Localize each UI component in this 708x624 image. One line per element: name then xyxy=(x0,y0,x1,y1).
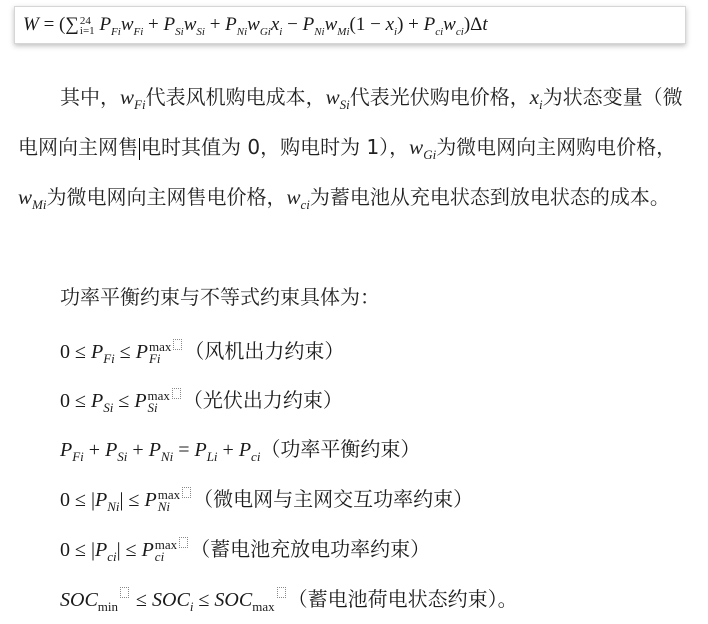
placeholder-box xyxy=(172,388,181,399)
placeholder-box xyxy=(277,587,286,598)
objective-formula: W = (∑ 24 i=1 $P_{Fi}w_{Fi} + P_{Si}w_{Si} + P_{Ni}w_{Gi}x_i - P_{Ni}w_{Mi}(1 - x_i) + P_{ci}w_{ci})\Delta t$ xyxy=(14,6,686,44)
constraints-intro: 功率平衡约束与不等式约束具体为： xyxy=(60,285,380,309)
formula-eq: = ( xyxy=(38,14,66,35)
constraint-soc: $SOC_{min} \le SOC_i \le SOC_{max}$ （蓄电池荷电状态约束）。 xyxy=(60,587,518,614)
text-cursor xyxy=(139,138,140,160)
placeholder-box xyxy=(120,587,129,598)
constraint-pv: $0 \le P_{Si} \le P$ max Si （光伏出力约束） xyxy=(60,388,343,416)
placeholder-box xyxy=(182,487,191,498)
definition-paragraph: 其中，$w_{Fi}$代表风机购电成本，$w_{Si}$代表光伏购电价格，$x_i$为状态变量（微电网向主网售 电时其值为 0，购电时为 1），$w_{Gi}$为微电网向主网购电价格，$w_{Mi}$为微电网向主网售电价格，$w_{ci}$为蓄电池从充电状态到放电状态的成本。 xyxy=(18,85,683,213)
placeholder-box xyxy=(179,537,188,548)
placeholder-box xyxy=(173,339,182,350)
constraint-battery-power: $0 \le |P_{ci}| \le P$ max ci （蓄电池充放电功率约束） xyxy=(60,537,431,565)
constraint-wind: $0 \le P_{Fi} \le P$ max Fi （风机出力约束） xyxy=(60,339,345,367)
constraint-power-balance: $P_{Fi} + P_{Si} + P_{Ni} = P_{Li} + P_{ci}$（功率平衡约束） xyxy=(60,437,421,464)
constraint-grid-exchange: $0 \le |P_{Ni}| \le P$ max Ni （微电网与主网交互功率约束） xyxy=(60,487,474,515)
sum-symbol: ∑ xyxy=(65,14,79,35)
sum-limits: 24 i=1 xyxy=(79,14,95,37)
formula-lhs: W xyxy=(23,14,39,35)
